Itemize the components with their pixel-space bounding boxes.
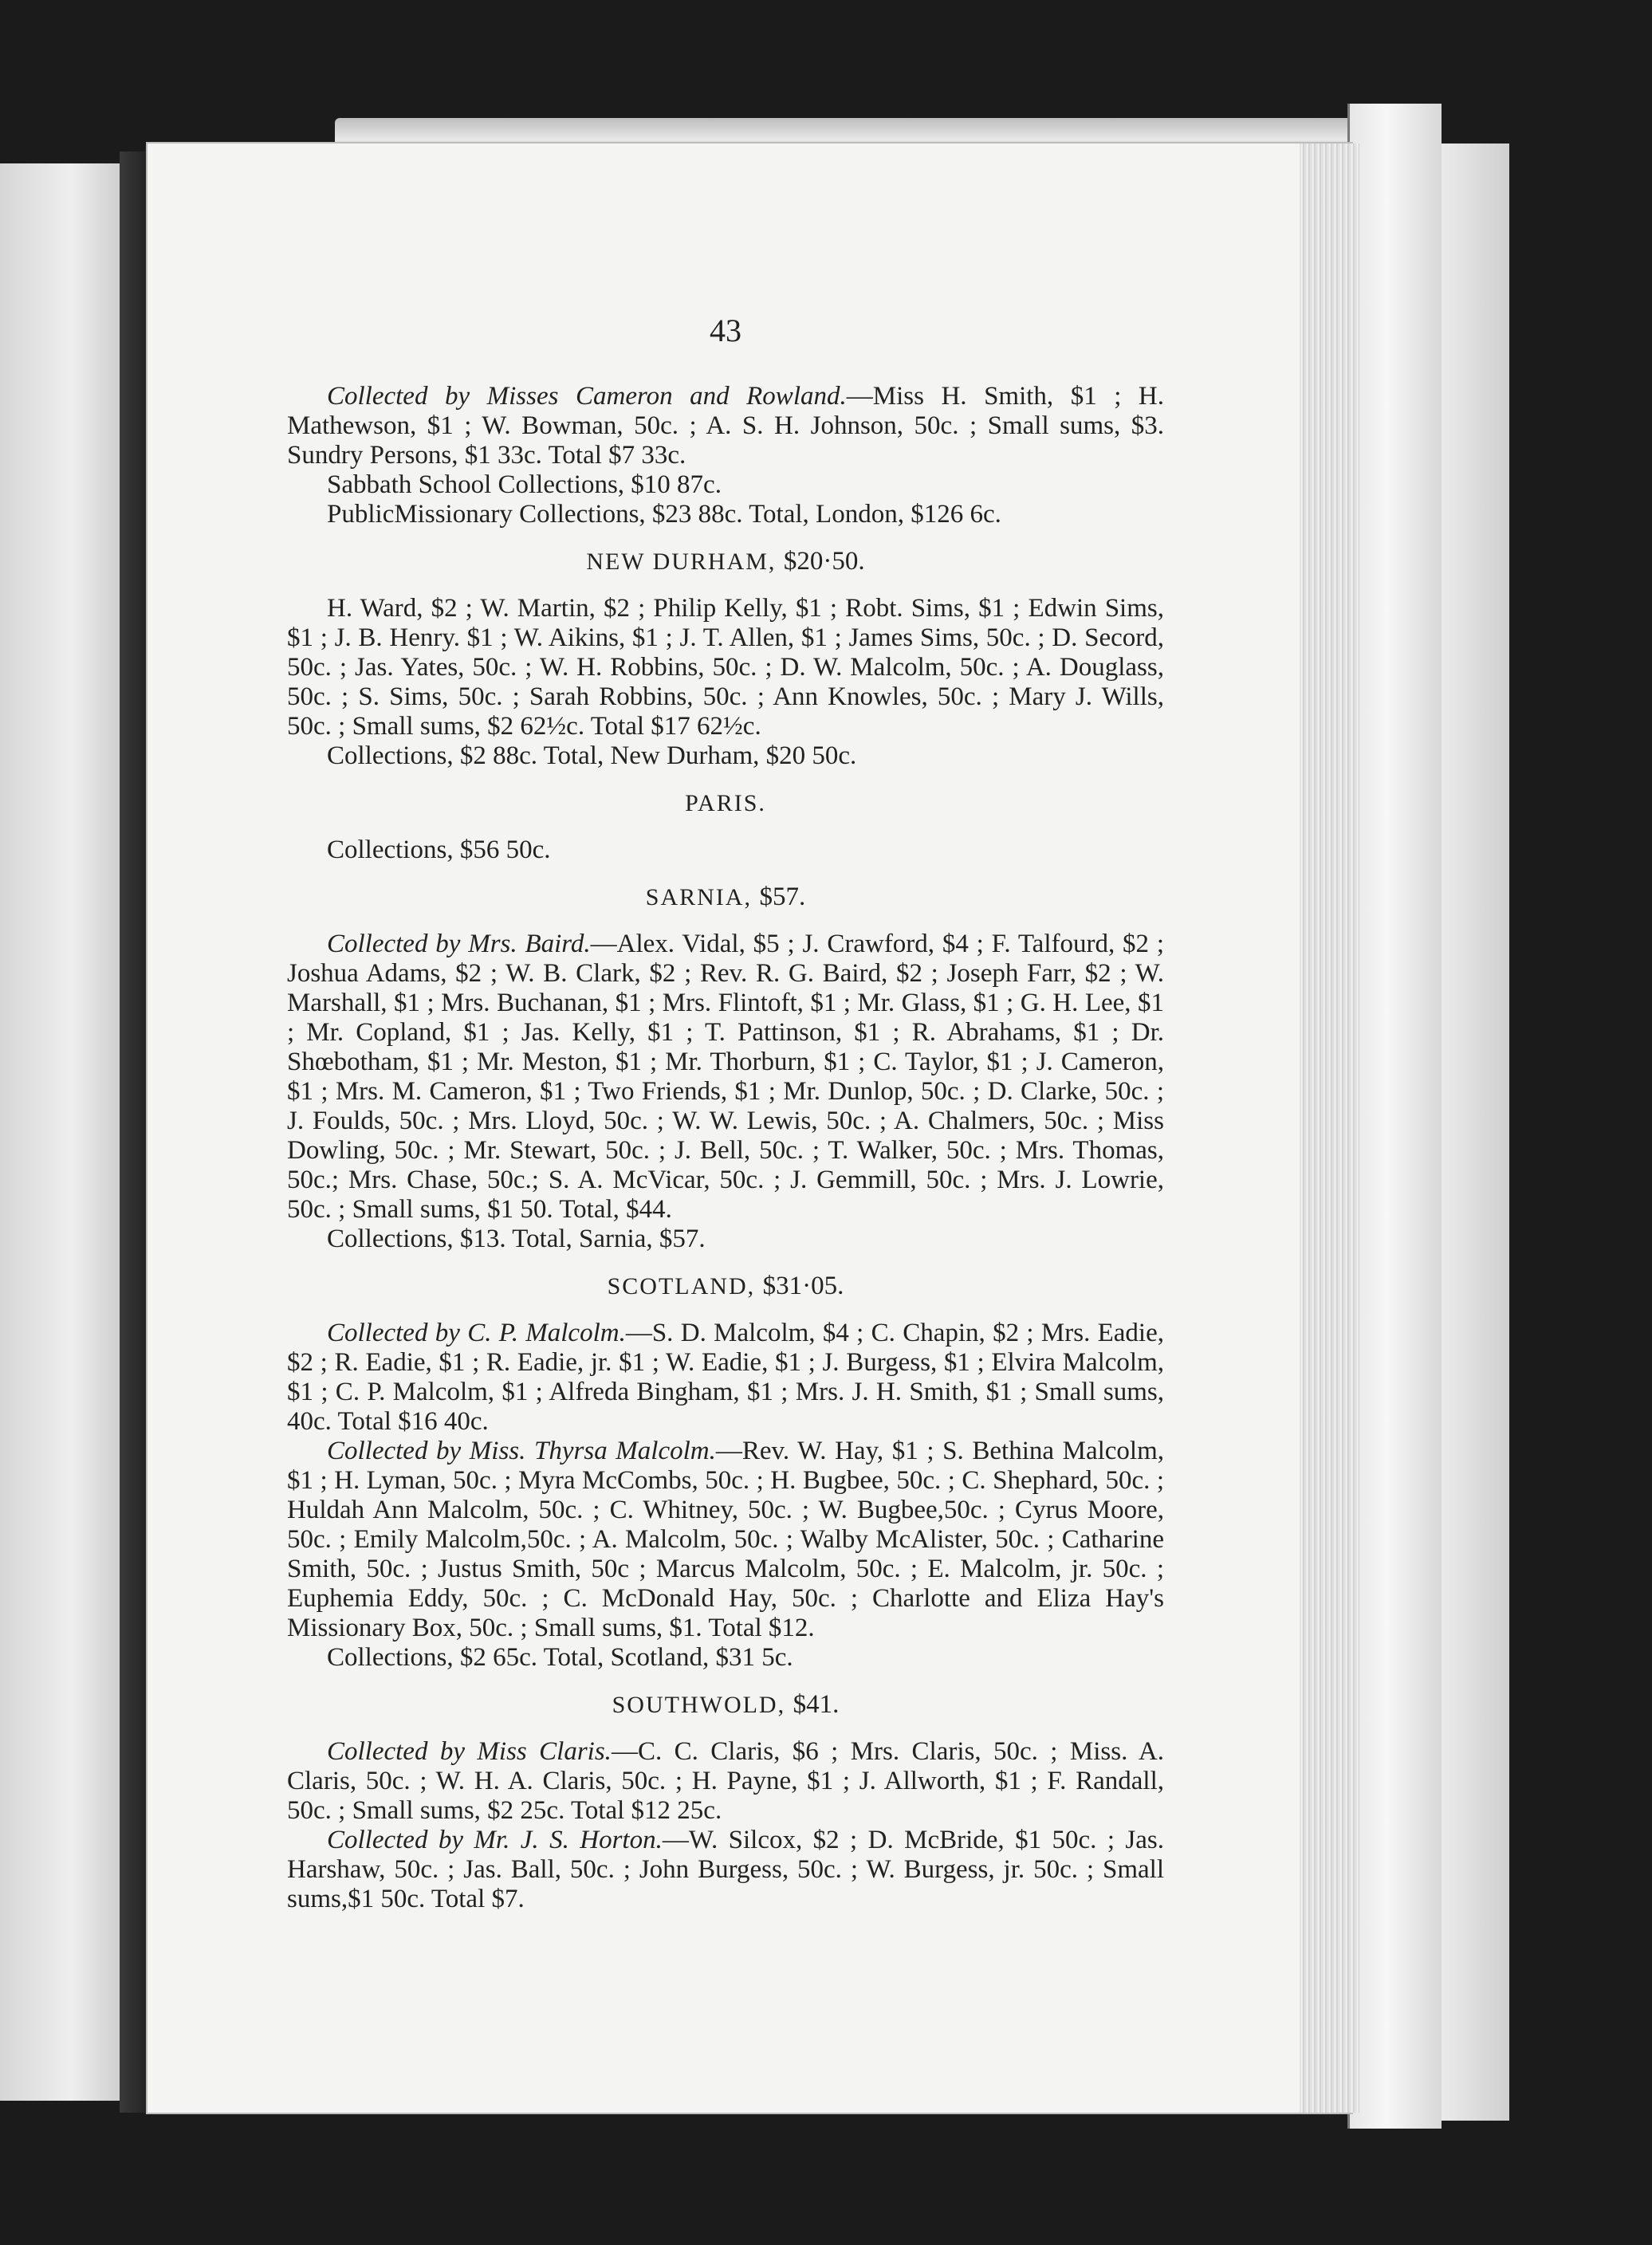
scotland-collection-paragraph-1: [287, 1319, 1164, 1437]
sarnia-collection-paragraph: [287, 930, 1164, 1225]
collector-name: Collected by Miss Claris.: [327, 1737, 612, 1766]
book-board-edge: [1347, 104, 1442, 2129]
scotland-collection-paragraph-2: [287, 1437, 1164, 1643]
collector-name: Collected by Mrs. Baird.: [327, 930, 591, 958]
new-durham-collections: Collections, $2 88c. Total, New Durham, $20 50c.: [327, 741, 857, 770]
donor-list: —Miss H. Smith, $1 ; H. Mathewson, $1 ; W. Bowman, 50c. ; A. S. H. Johnson, 50c. ; Small sums, $3. Sundry Persons, $1 33c. Total $7 33c.: [287, 382, 1164, 470]
southwold-collection-paragraph-2: [287, 1826, 1164, 1914]
collector-name: Collected by Miss. Thyrsa Malcolm.: [327, 1437, 716, 1465]
section-heading-sarnia: SARNIA, $57.: [645, 883, 806, 911]
collector-name: Collected by Misses Cameron and Rowland.: [327, 382, 847, 411]
book-cover-edge: [1435, 144, 1509, 2121]
collector-name: Collected by Mr. J. S. Horton.: [327, 1826, 663, 1854]
section-heading-scotland: SCOTLAND, $31·05.: [607, 1272, 844, 1300]
section-heading-southwold: SOUTHWOLD, $41.: [612, 1690, 840, 1719]
page-number: 43: [710, 313, 741, 348]
new-durham-donor-list: H. Ward, $2 ; W. Martin, $2 ; Philip Kelly, $1 ; Robt. Sims, $1 ; Edwin Sims, $1 ; J. B. Henry. $1 ; W. Aikins, $1 ; J. T. Allen, $1 ; James Sims, 50c. ; D. Secord, 50c. ; Jas. Yates, 50c. ; W. H. Robbins, 50c. ; D. W. Malcolm, 50c. ; A. Douglass, 50c. ; S. Sims, 50c. ; Sarah Robbins, 50c. ; Ann Knowles, 50c. ; Mary J. Wills, 50c. ; Small sums, $2 62½c. Total $17 62½c.: [287, 594, 1164, 741]
section-heading-new-durham: NEW DURHAM, $20·50.: [586, 547, 865, 576]
section-heading-paris: PARIS.: [685, 790, 766, 816]
sarnia-collections: Collections, $13. Total, Sarnia, $57.: [327, 1225, 706, 1253]
sabbath-school-line: Sabbath School Collections, $10 87c.: [327, 470, 722, 499]
scotland-collections: Collections, $2 65c. Total, Scotland, $31 5c.: [327, 1643, 793, 1672]
paris-collections: Collections, $56 50c.: [327, 835, 551, 864]
donor-list: —W. Silcox, $2 ; D. McBride, $1 50c. ; Jas. Harshaw, 50c. ; Jas. Ball, 50c. ; John Burgess, 50c. ; W. Burgess, jr. 50c. ; Small sums,$1 50c. Total $7.: [287, 1826, 1164, 1913]
donor-list: —Alex. Vidal, $5 ; J. Crawford, $4 ; F. Talfourd, $2 ; Joshua Adams, $2 ; W. B. Clark, $2 ; Rev. R. G. Baird, $2 ; Joseph Farr, $2 ; W. Marshall, $1 ; Mrs. Buchanan, $1 ; Mrs. Flintoft, $1 ; Mr. Glass, $1 ; G. H. Lee, $1 ; Mr. Copland, $1 ; Jas. Kelly, $1 ; T. Pattinson, $1 ; R. Abrahams, $1 ; Dr. Shœbotham, $1 ; Mr. Meston, $1 ; Mr. Thorburn, $1 ; C. Taylor, $1 ; J. Cameron, $1 ; Mrs. M. Cameron, $1 ; Two Friends, $1 ; Mr. Dunlop, 50c. ; D. Clarke, 50c. ; J. Foulds, 50c. ; Mrs. Lloyd, 50c. ; W. W. Lewis, 50c. ; A. Chalmers, 50c. ; Miss Dowling, 50c. ; Mr. Stewart, 50c. ; J. Bell, 50c. ; T. Walker, 50c. ; Mrs. Thomas, 50c.; Mrs. Chase, 50c.; S. A. McVicar, 50c. ; J. Gemmill, 50c. ; Mrs. J. Lowrie, 50c. ; Small sums, $1 50. Total, $44.: [287, 930, 1164, 1224]
book-gutter: [120, 151, 151, 2113]
facing-page-edge: [0, 163, 120, 2101]
london-collection-paragraph: [287, 382, 1164, 470]
donor-list: —Rev. W. Hay, $1 ; S. Bethina Malcolm, $1 ; H. Lyman, 50c. ; Myra McCombs, 50c. ; H. Bugbee, 50c. ; C. Shephard, 50c. ; Huldah Ann Malcolm, 50c. ; C. Whitney, 50c. ; W. Bugbee,50c. ; Cyrus Moore, 50c. ; Emily Malcolm,50c. ; A. Malcolm, 50c. ; Walby McAlister, 50c. ; Catharine Smith, 50c. ; Justus Smith, 50c ; Marcus Malcolm, 50c. ; E. Malcolm, jr. 50c. ; Euphemia Eddy, 50c. ; C. McDonald Hay, 50c. ; Charlotte and Eliza Hay's Missionary Box, 50c. ; Small sums, $1. Total $12.: [287, 1437, 1165, 1642]
public-missionary-line: PublicMissionary Collections, $23 88c. Total, London, $126 6c.: [327, 500, 1001, 529]
donor-list: —C. C. Claris, $6 ; Mrs. Claris, 50c. ; Miss. A. Claris, 50c. ; W. H. A. Claris, 50c. ; H. Payne, $1 ; J. Allworth, $1 ; F. Randall, 50c. ; Small sums, $2 25c. Total $12 25c.: [287, 1737, 1164, 1825]
collector-name: Collected by C. P. Malcolm.: [327, 1319, 626, 1347]
page-content: [287, 315, 1164, 1914]
donor-list: —S. D. Malcolm, $4 ; C. Chapin, $2 ; Mrs. Eadie, $2 ; R. Eadie, $1 ; R. Eadie, jr. $1 ; W. Eadie, $1 ; J. Burgess, $1 ; Elvira Malcolm, $1 ; C. P. Malcolm, $1 ; Alfreda Bingham, $1 ; Mrs. J. H. Smith, $1 ; Small sums, 40c. Total $16 40c.: [287, 1319, 1164, 1436]
southwold-collection-paragraph-1: [287, 1737, 1164, 1826]
page-stack-edge: [1300, 144, 1359, 2113]
